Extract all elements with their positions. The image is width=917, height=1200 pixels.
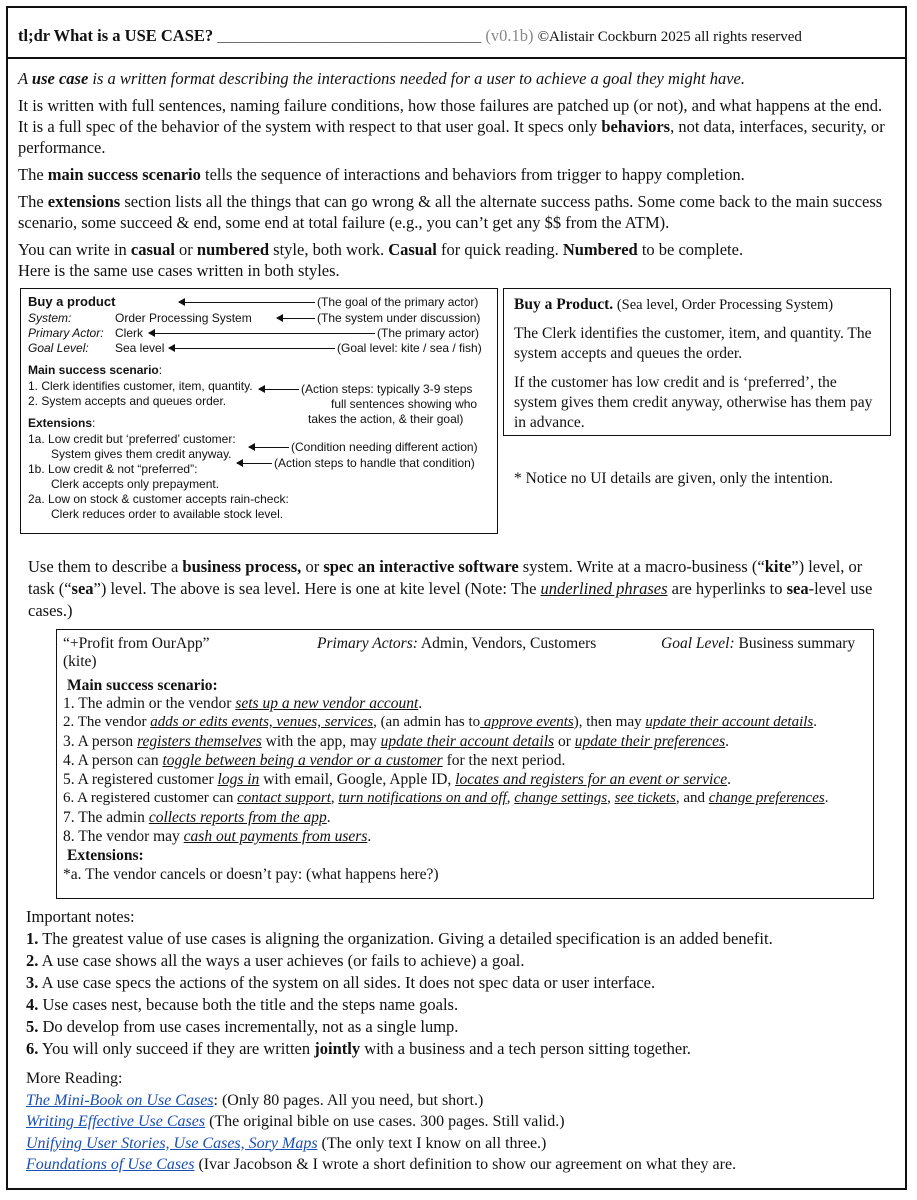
fig-ext-1b: 1b. Low credit & not “preferred”: (28, 462, 198, 476)
ann-level: (Goal level: kite / sea / fish) (337, 341, 482, 355)
link-registers-themselves[interactable]: registers themselves (137, 733, 262, 750)
kite-step-6: 6. A registered customer can contact support, turn notifications on and off, change settings, see tickets, and change preferences. (63, 790, 829, 806)
fig-actor-value: Clerk (115, 326, 144, 340)
fig-ext-2a: 2a. Low on stock & customer accepts rain-check: (28, 492, 289, 506)
link-contact-support[interactable]: contact support (237, 790, 331, 806)
casual-paragraph-1: The Clerk identifies the customer, item, and quantity. The system accepts and queues the order. (514, 325, 872, 362)
note-3: 3. A use case specs the actions of the system on all sides. It does not spec data or user interface. (26, 973, 656, 992)
link-approve-events[interactable]: approve events (480, 714, 574, 730)
kite-step-2: 2. The vendor adds or edits events, venues, services, (an admin has to approve events), then may update their account details. (63, 714, 817, 730)
link-foundations-of-use-cases[interactable]: Foundations of Use Cases (26, 1156, 195, 1173)
kite-title: “+Profit from OurApp” (63, 635, 210, 652)
link-update-preferences[interactable]: update their preferences (574, 733, 726, 750)
header (18, 26, 898, 50)
intro-extensions: The extensions section lists all the things that can go wrong & all the alternate success paths. Some come back to the main success scenario, some succeed & end, some end at total failure (e.g., you can’t get any $$ from the ATM). (18, 192, 883, 232)
ann-system: (The system under discussion) (317, 311, 481, 325)
business-paragraph: Use them to describe a business process, or spec an interactive software system. Write at a macro-business (“kite”) level, or task (“sea”) level. The above is sea level. Here is one at kite level (Note: The underlined phrases are hyperlinks to sea-level use cases.) (28, 557, 873, 620)
reading-item-2: Writing Effective Use Cases (The original bible on use cases. 300 pages. Still valid.) (26, 1113, 565, 1130)
numbered-use-case-figure (20, 288, 498, 534)
link-update-account-details[interactable]: update their account details (645, 714, 814, 730)
arrow-level (169, 348, 335, 349)
reading-heading: More Reading: (26, 1070, 123, 1087)
kite-step-4: 4. A person can toggle between being a vendor or a customer for the next period. (63, 752, 566, 769)
casual-title: Buy a Product. (514, 296, 614, 313)
kite-extension-a: *a. The vendor cancels or doesn’t pay: (what happens here?) (63, 866, 439, 883)
note-1: 1. The greatest value of use cases is aligning the organization. Giving a detailed specification is an added benefit. (26, 929, 773, 948)
arrow-handle (237, 463, 272, 464)
fig-ext-1b-step: Clerk accepts only prepayment. (51, 477, 220, 491)
important-notes (26, 906, 896, 1060)
kite-level: (kite) (63, 653, 97, 670)
arrow-condition (249, 447, 289, 448)
intro (18, 68, 896, 281)
fig-actor-label: Primary Actor: (28, 326, 104, 340)
fig-ext-label: Extensions: (28, 416, 96, 430)
page-title: tl;dr What is a USE CASE? (18, 26, 214, 45)
ann-condition: (Condition needing different action) (291, 440, 478, 454)
fig-step-2: 2. System accepts and queues order. (28, 394, 227, 408)
kite-use-case-box (56, 629, 874, 899)
more-reading (26, 1068, 896, 1176)
fig-goal-label: Goal Level: (28, 341, 89, 355)
kite-step-8: 8. The vendor may cash out payments from users. (63, 828, 372, 845)
kite-step-1: 1. The admin or the vendor sets up a new vendor account. (63, 695, 423, 712)
header-divider (8, 57, 905, 59)
link-update-account-details-2[interactable]: update their account details (380, 733, 555, 750)
kite-mss-heading: Main success scenario: (67, 677, 218, 694)
kite-step-7: 7. The admin collects reports from the app. (63, 809, 331, 826)
link-locates-and-registers[interactable]: locates and registers for an event or service (455, 771, 728, 788)
kite-step-3: 3. A person registers themselves with the app, may update their account details or update their preferences. (63, 733, 729, 750)
link-cash-out-payments[interactable]: cash out payments from users (183, 828, 368, 845)
ann-actor: (The primary actor) (377, 326, 480, 340)
arrow-actor (149, 333, 375, 334)
link-see-tickets[interactable]: see tickets (614, 790, 676, 806)
kite-goal-level: Goal Level: Business summary (661, 635, 856, 652)
link-collects-reports[interactable]: collects reports from the app (148, 809, 327, 826)
copyright: ©Alistair Cockburn 2025 all rights reserved (537, 29, 802, 45)
note-2: 2. A use case shows all the ways a user achieves (or fails to achieve) a goal. (26, 951, 525, 970)
intro-mss: The main success scenario tells the sequence of interactions and behaviors from trigger to happy completion. (18, 165, 745, 184)
kite-step-5: 5. A registered customer logs in with email, Google, Apple ID, locates and registers for an event or service. (63, 771, 731, 788)
arrow-steps (259, 389, 299, 390)
reading-item-3: Unifying User Stories, Use Cases, Sory Maps (The only text I know on all three.) (26, 1134, 547, 1152)
fig-ext-1a-step: System gives them credit anyway. (51, 447, 232, 461)
casual-title-line (514, 295, 880, 315)
fig-ext-2a-step: Clerk reduces order to available stock level. (51, 507, 284, 521)
casual-subtitle: (Sea level, Order Processing System) (613, 297, 834, 313)
intro-styles: You can write in casual or numbered style, both work. Casual for quick reading. Numbered to be complete. Here is the same use cases written in both styles. (18, 240, 744, 280)
fig-ext-1a: 1a. Low credit but ‘preferred’ customer: (28, 432, 236, 446)
fig-system-label: System: (28, 311, 72, 325)
fig-mss-label: Main success scenario: (28, 363, 163, 377)
link-sets-up-vendor-account[interactable]: sets up a new vendor account (235, 695, 419, 712)
link-adds-or-edits-events[interactable]: adds or edits events, venues, services (150, 714, 374, 730)
casual-note: * Notice no UI details are given, only the intention. (514, 470, 833, 487)
version: (v0.1b) (485, 26, 534, 45)
fig-goal-value: Sea level (115, 341, 165, 355)
link-change-settings[interactable]: change settings (514, 790, 608, 806)
ann-goal: (The goal of the primary actor) (317, 295, 479, 309)
reading-item-4: Foundations of Use Cases (Ivar Jacobson & I wrote a short definition to show our agreement on what they are. (26, 1156, 737, 1173)
intro-definition: A use case is a written format describing the interactions needed for a user to achieve a goal they might have. (18, 69, 745, 88)
ann-steps-2: full sentences showing who (331, 397, 478, 411)
note-4: 4. Use cases nest, because both the title and the steps name goals. (26, 995, 459, 1014)
arrow-system (277, 318, 315, 319)
link-change-preferences[interactable]: change preferences (708, 790, 825, 806)
ann-steps-3: takes the action, & their goal) (308, 412, 464, 426)
ann-handle: (Action steps to handle that condition) (274, 456, 475, 470)
reading-item-1: The Mini-Book on Use Cases: (Only 80 pages. All you need, but short.) (26, 1091, 484, 1109)
casual-use-case-box (503, 288, 891, 436)
fig-title: Buy a product (28, 294, 116, 309)
fig-system-value: Order Processing System (115, 311, 252, 325)
link-turn-notifications[interactable]: turn notifications on and off (338, 790, 507, 806)
kite-actors: Primary Actors: Admin, Vendors, Customers (317, 635, 597, 652)
underlined-phrases-example: underlined phrases (540, 579, 668, 598)
casual-paragraph-2: If the customer has low credit and is ‘preferred’, the system gives them credit anyway, otherwise has them pay in advance. (514, 374, 873, 431)
intro-full-sentences: It is written with full sentences, naming failure conditions, how those failures are patched up (or not), and what happens at the end. It is a full spec of the behavior of the system with respect to that user goal. It specs only behaviors, not data, interfaces, security, or performance. (18, 96, 885, 157)
link-unifying-user-stories[interactable]: Unifying User Stories, Use Cases, Sory Maps (26, 1134, 318, 1152)
kite-extensions-heading: Extensions: (67, 847, 144, 864)
link-toggle-vendor-customer[interactable]: toggle between being a vendor or a customer (162, 752, 443, 769)
link-writing-effective-use-cases[interactable]: Writing Effective Use Cases (26, 1113, 206, 1130)
arrow-goal (179, 302, 315, 303)
notes-heading: Important notes: (26, 907, 135, 926)
link-mini-book[interactable]: The Mini-Book on Use Cases (26, 1091, 214, 1109)
link-logs-in[interactable]: logs in (217, 771, 260, 788)
fig-step-1: 1. Clerk identifies customer, item, quantity. (28, 379, 253, 393)
page (6, 6, 907, 1190)
title-blank: ________________________________ (217, 26, 482, 45)
note-5: 5. Do develop from use cases incrementally, not as a single lump. (26, 1017, 459, 1036)
note-6: 6. You will only succeed if they are written jointly with a business and a tech person sitting together. (26, 1039, 691, 1058)
ann-steps-1: (Action steps: typically 3-9 steps (301, 382, 473, 396)
